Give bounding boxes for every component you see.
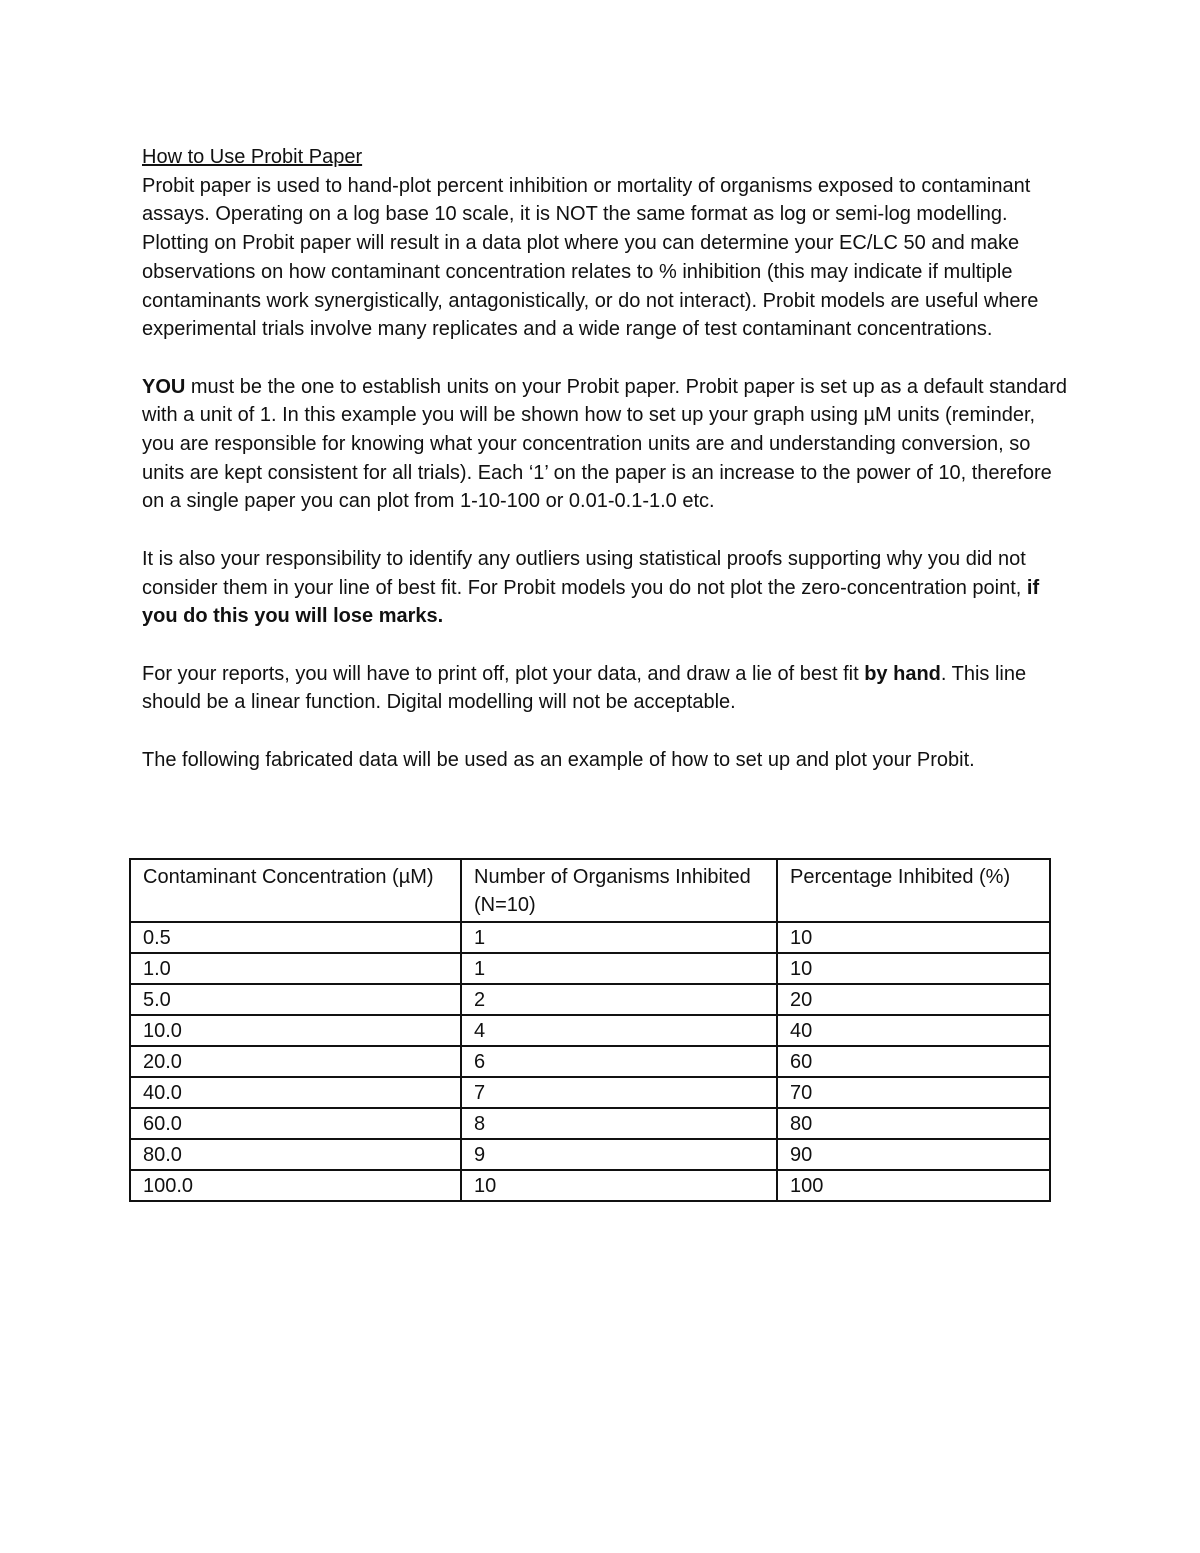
table-cell: 1: [461, 922, 777, 953]
table-row: [130, 1046, 1050, 1077]
table-cell: 4: [461, 1015, 777, 1046]
emphasis-lose-marks: if you do this you will lose marks.: [142, 576, 1040, 628]
paragraph-outliers: [142, 545, 1072, 631]
table-cell: 40: [777, 1015, 1050, 1046]
table-cell: 9: [461, 1139, 777, 1170]
table-row: [130, 1077, 1050, 1108]
paragraph-intro: Probit paper is used to hand-plot percent inhibition or mortality of organisms exposed to contaminant assays. Operating on a log base 10 scale, it is NOT the same format as log or semi-log modelling. Plotting on Probit paper will result in a data plot where you can determine your EC/LC 50 and make observations on how contaminant concentration relates to % inhibition (this may indicate if multiple contaminants work synergistically, antagonistically, or do not interact). Probit models are useful where experimental trials involve many replicates and a wide range of test contaminant concentrations.: [142, 174, 1039, 341]
emphasis-by-hand: by hand: [864, 662, 941, 685]
paragraph-outliers-text: It is also your responsibility to identify any outliers using statistical proofs supporting why you did not consider them in your line of best fit. For Probit models you do not plot the zero-concentration point,: [142, 547, 1027, 599]
table-cell: 10: [461, 1170, 777, 1201]
table-header-organisms: Number of Organisms Inhibited (N=10): [461, 859, 777, 922]
table-cell: 10: [777, 953, 1050, 984]
table-cell: 6: [461, 1046, 777, 1077]
table-cell: 2: [461, 984, 777, 1015]
table-header-concentration: Contaminant Concentration (µM): [130, 859, 461, 922]
table-cell: 1: [461, 953, 777, 984]
table-row: [130, 922, 1050, 953]
table-cell: 20: [777, 984, 1050, 1015]
table-cell: 5.0: [130, 984, 461, 1015]
document-title: How to Use Probit Paper: [142, 146, 363, 168]
table-cell: 80.0: [130, 1139, 461, 1170]
table-cell: 10.0: [130, 1015, 461, 1046]
table-row: [130, 1015, 1050, 1046]
table-cell: 90: [777, 1139, 1050, 1170]
paragraph-reports-text: For your reports, you will have to print off, plot your data, and draw a lie of best fit: [142, 662, 865, 685]
table-cell: 10: [777, 922, 1050, 953]
table-cell: 7: [461, 1077, 777, 1108]
table-row: [130, 984, 1050, 1015]
table-cell: 80: [777, 1108, 1050, 1139]
table-cell: 60: [777, 1046, 1050, 1077]
table-cell: 100: [777, 1170, 1050, 1201]
table-cell: 1.0: [130, 953, 461, 984]
table-row: [130, 953, 1050, 984]
table-row: [130, 1139, 1050, 1170]
table-cell: 100.0: [130, 1170, 461, 1201]
document-body: [142, 143, 1072, 803]
table-row: [130, 1108, 1050, 1139]
table-cell: 70: [777, 1077, 1050, 1108]
paragraph-reports: [142, 660, 1072, 717]
table-row: [130, 1170, 1050, 1201]
table-cell: 8: [461, 1108, 777, 1139]
table-header-percentage: Percentage Inhibited (%): [777, 859, 1050, 922]
paragraph-units: [142, 373, 1072, 517]
table-cell: 40.0: [130, 1077, 461, 1108]
emphasis-you: YOU: [142, 375, 186, 398]
data-table: [129, 858, 1051, 1202]
paragraph-reports-end: . This line should be a linear function. Digital modelling will not be acceptable.: [142, 662, 1027, 714]
paragraph-units-text: must be the one to establish units on your Probit paper. Probit paper is set up as a default standard with a unit of 1. In this example you will be shown how to set up your graph using µM units (reminder, you are responsible for knowing what your concentration units are and understanding conversion, so units are kept consistent for all trials). Each ‘1’ on the paper is an increase to the power of 10, therefore on a single paper you can plot from 1-10-100 or 0.01-0.1-1.0 etc.: [142, 375, 1067, 513]
paragraph-example-intro: The following fabricated data will be used as an example of how to set up and plot your Probit.: [142, 748, 975, 771]
table-header-row: [130, 859, 1050, 922]
table-cell: 60.0: [130, 1108, 461, 1139]
table-cell: 20.0: [130, 1046, 461, 1077]
table-cell: 0.5: [130, 922, 461, 953]
